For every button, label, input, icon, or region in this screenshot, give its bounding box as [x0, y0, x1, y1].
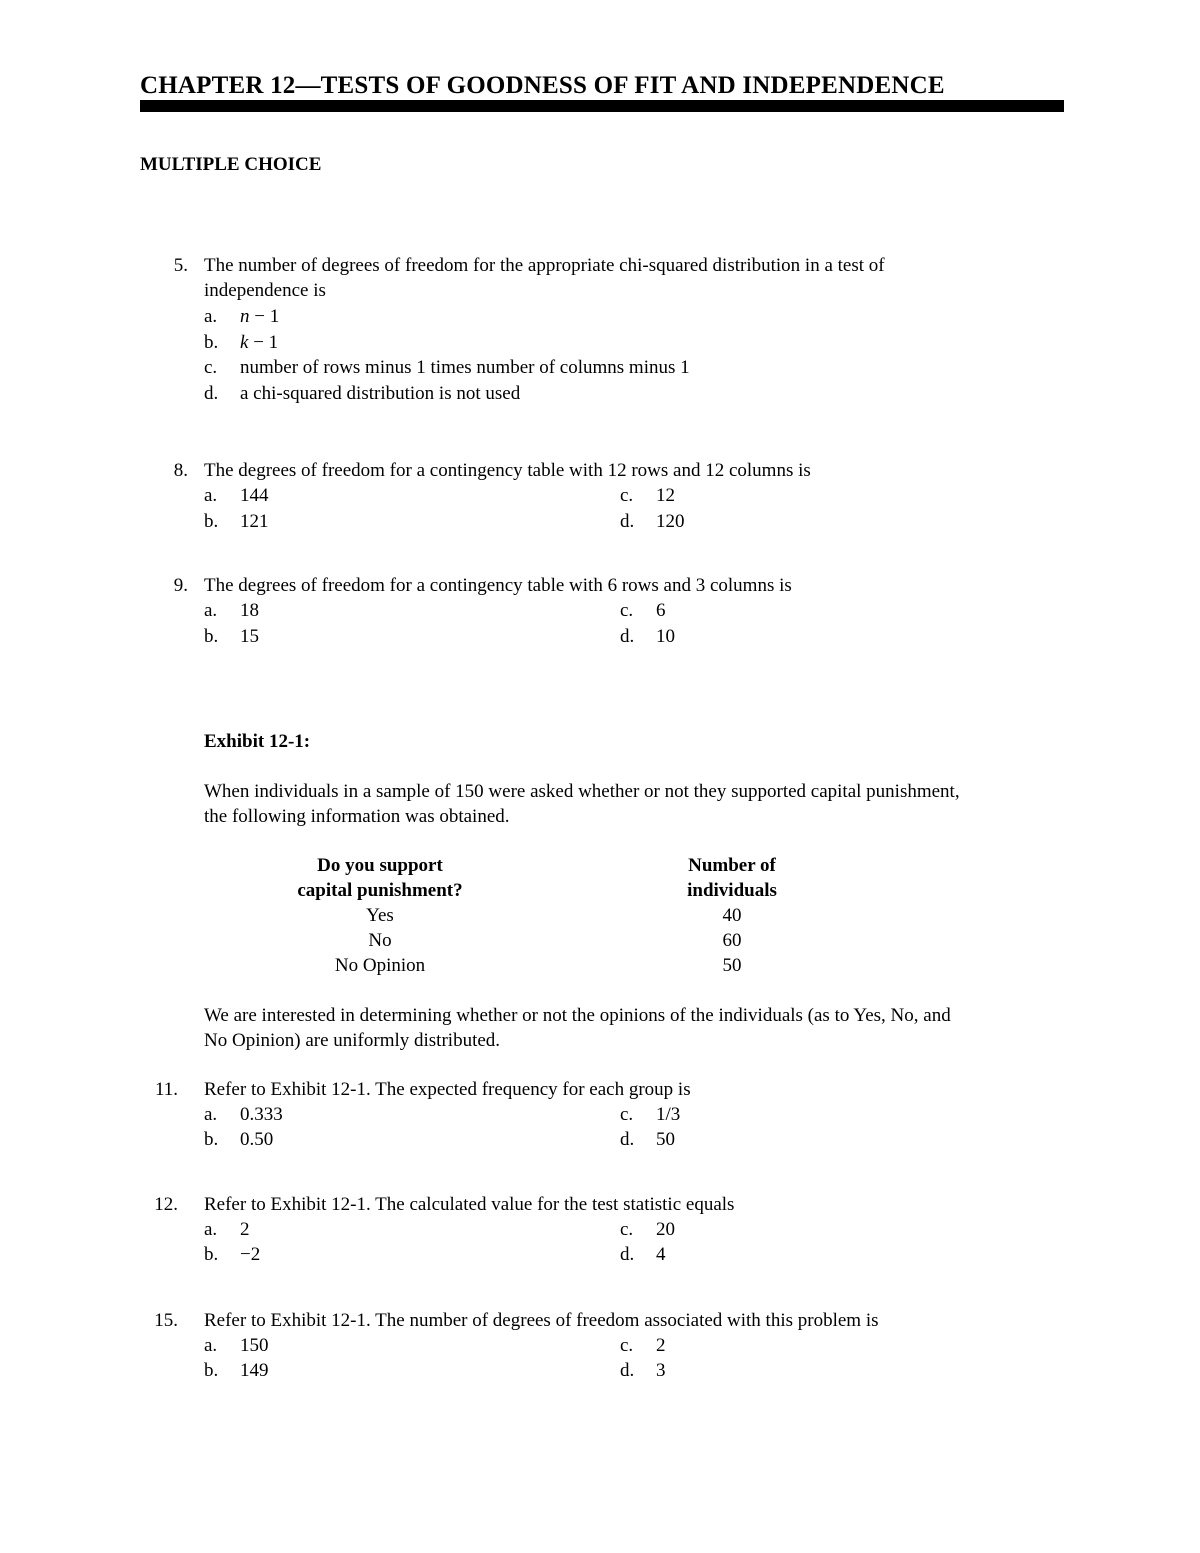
table-cell-label: No Opinion	[334, 955, 426, 976]
option-d: d. 4	[620, 1244, 666, 1265]
exhibit-intro: When individuals in a sample of 150 were asked whether or not they supported capital punishment,	[204, 781, 960, 802]
table-cell-label: No	[368, 930, 392, 951]
option-b: b. 149	[204, 1360, 269, 1381]
option-c: c. 20	[620, 1219, 675, 1240]
question-text: Refer to Exhibit 12-1. The expected frequency for each group is	[204, 1079, 691, 1100]
table-cell-value: 40	[722, 905, 742, 926]
option-d: d. 120	[620, 511, 685, 532]
exhibit-note: No Opinion) are uniformly distributed.	[204, 1030, 501, 1051]
question-text: The number of degrees of freedom for the appropriate chi-squared distribution in a test of	[204, 255, 885, 276]
option-c: c. number of rows minus 1 times number of columns minus 1	[204, 357, 690, 378]
question-number: 8.	[173, 460, 188, 481]
option-b: b. 0.50	[204, 1129, 274, 1150]
table-header-question: capital punishment?	[297, 880, 463, 901]
table-header-question: Do you support	[317, 855, 443, 876]
title-rule	[140, 100, 1064, 112]
option-c: c. 2	[620, 1335, 666, 1356]
option-b: b. k − 1	[204, 332, 279, 353]
option-a: a. n − 1	[204, 306, 280, 327]
table-cell-value: 50	[722, 955, 742, 976]
question-number: 11.	[154, 1079, 178, 1100]
question-text: The degrees of freedom for a contingency table with 6 rows and 3 columns is	[204, 575, 792, 596]
question-text: Refer to Exhibit 12-1. The calculated value for the test statistic equals	[204, 1194, 735, 1215]
option-b: b. −2	[204, 1244, 261, 1265]
question-number: 15.	[154, 1310, 178, 1331]
page-title: CHAPTER 12—TESTS OF GOODNESS OF FIT AND INDEPENDENCE	[140, 72, 945, 99]
option-a: a. 150	[204, 1335, 269, 1356]
option-d: d. 50	[620, 1129, 675, 1150]
option-d: d. 3	[620, 1360, 666, 1381]
option-a: a. 18	[204, 600, 259, 621]
table-cell-value: 60	[722, 930, 742, 951]
option-a: a. 144	[204, 485, 269, 506]
exhibit-intro: the following information was obtained.	[204, 806, 510, 827]
option-d: d. a chi-squared distribution is not used	[204, 383, 521, 404]
question-text: The degrees of freedom for a contingency table with 12 rows and 12 columns is	[204, 460, 811, 481]
option-d: d. 10	[620, 626, 675, 647]
question-number: 9.	[173, 575, 188, 596]
question-number: 5.	[173, 255, 188, 276]
table-header-count: individuals	[687, 880, 777, 901]
option-c: c. 6	[620, 600, 666, 621]
table-cell-label: Yes	[366, 905, 394, 926]
table-header-count: Number of	[688, 855, 776, 876]
exhibit-heading: Exhibit 12-1:	[204, 731, 311, 752]
option-b: b. 121	[204, 511, 269, 532]
option-a: a. 2	[204, 1219, 250, 1240]
question-number: 12.	[154, 1194, 178, 1215]
option-a: a. 0.333	[204, 1104, 283, 1125]
section-heading: MULTIPLE CHOICE	[140, 154, 322, 175]
exhibit-note: We are interested in determining whether or not the opinions of the individuals (as to Yes, No, and	[204, 1005, 951, 1026]
option-b: b. 15	[204, 626, 259, 647]
option-c: c. 12	[620, 485, 675, 506]
question-text: independence is	[204, 280, 326, 301]
option-c: c. 1/3	[620, 1104, 681, 1125]
question-text: Refer to Exhibit 12-1. The number of degrees of freedom associated with this problem is	[204, 1310, 879, 1331]
